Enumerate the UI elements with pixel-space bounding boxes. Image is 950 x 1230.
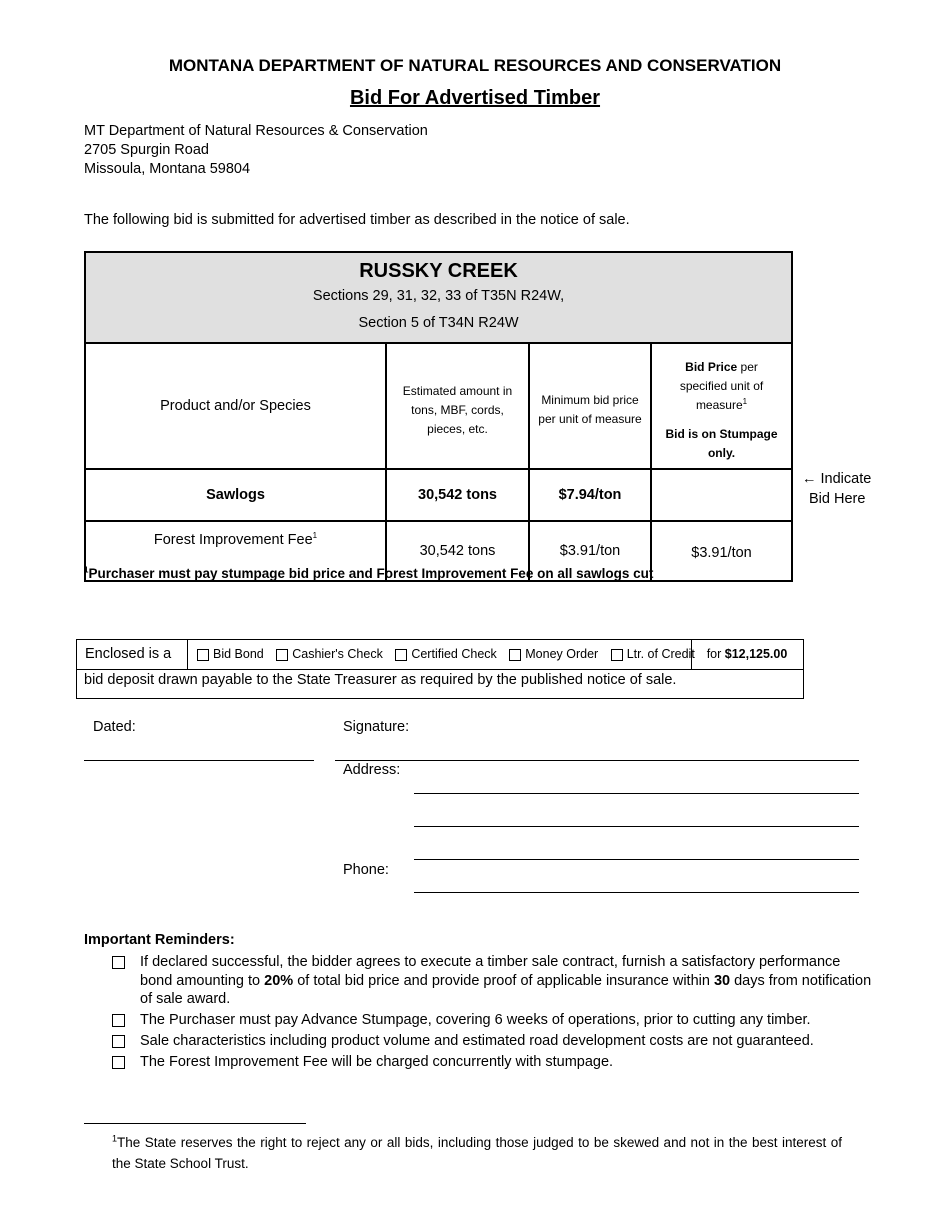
header-minimum: Minimum bid price per unit of measure: [529, 343, 651, 469]
page-footnote: $^1$The State reserves the right to reject any or all bids, including those judged to be skewed and not in the best interest of the State School Trust.: [112, 1133, 842, 1171]
row-bid: $3.91/ton: [651, 521, 792, 581]
reminder-item: Sale characteristics including product volume and estimated road development costs are not guaranteed.: [112, 1032, 872, 1051]
reminder-checkbox[interactable]: [112, 956, 125, 969]
intro-text: The following bid is submitted for advertised timber as described in the notice of sale.: [84, 212, 630, 228]
indicate-bid-note: ← Indicate Bid Here: [802, 471, 872, 507]
dated-label: Dated:: [93, 719, 136, 735]
checkbox[interactable]: [611, 649, 623, 661]
agency-address: [84, 122, 428, 179]
address-field-2[interactable]: [414, 826, 859, 827]
row-minimum: $7.94/ton: [529, 469, 651, 521]
deposit-type-options: [188, 640, 695, 669]
reminder-checkbox[interactable]: [112, 1035, 125, 1048]
checkbox[interactable]: [395, 649, 407, 661]
row-product: Sawlogs: [85, 469, 386, 521]
certified-check-option[interactable]: Certified Check: [395, 640, 496, 669]
row-estimated: 30,542 tons: [386, 469, 529, 521]
header-bid-price: Bid Price per specified unit of measure$^1$ Bid is on Stumpage only.: [651, 343, 792, 469]
deposit-box: [76, 639, 804, 699]
letter-of-credit-option[interactable]: Ltr. of Credit: [611, 640, 695, 669]
money-order-option[interactable]: Money Order: [509, 640, 598, 669]
sale-location-2: Section 5 of T34N R24W: [358, 315, 519, 331]
address-line-2: 2705 Spurgin Road: [84, 142, 209, 158]
agency-title: MONTANA DEPARTMENT OF NATURAL RESOURCES AND CONSERVATION: [168, 56, 782, 75]
bid-table: [84, 251, 793, 582]
address-field-1[interactable]: [414, 793, 859, 794]
sale-name: RUSSKY CREEK: [359, 260, 518, 282]
stumpage-note: Bid is on Stumpage only.: [665, 426, 778, 460]
row-product: Forest Improvement Fee$^1$: [85, 521, 386, 581]
deposit-amount: for $12,125.00: [706, 647, 788, 661]
deposit-text: bid deposit drawn payable to the State Treasurer as required by the published notice of sale.: [84, 672, 677, 688]
address-label: Address:: [343, 762, 401, 778]
table-row: [85, 469, 792, 521]
reminders-title: Important Reminders:: [84, 932, 235, 948]
reminder-item: If declared successful, the bidder agrees to execute a timber sale contract, furnish a satisfactory performance bond amounting to 20% of total bid price and provide proof of applicable insurance within 30 days from notification of sale award.: [112, 953, 872, 1009]
checkbox[interactable]: [509, 649, 521, 661]
dated-field[interactable]: [84, 760, 314, 761]
address-line-3: Missoula, Montana 59804: [84, 161, 251, 177]
header-estimated: Estimated amount in tons, MBF, cords, pieces, etc.: [386, 343, 529, 469]
row-estimated: 30,542 tons: [386, 521, 529, 581]
enclosed-label: Enclosed is a: [77, 640, 188, 669]
signature-label: Signature:: [343, 719, 410, 735]
reminder-checkbox[interactable]: [112, 1056, 125, 1069]
bid-price-label: Bid Price: [685, 359, 738, 374]
reminder-checkbox[interactable]: [112, 1014, 125, 1027]
form-title: Bid For Advertised Timber: [349, 87, 601, 109]
sale-header: [85, 252, 792, 343]
checkbox[interactable]: [276, 649, 288, 661]
phone-field[interactable]: [414, 892, 859, 893]
cashiers-check-option[interactable]: Cashier's Check: [276, 640, 383, 669]
header-product: Product and/or Species: [85, 343, 386, 469]
footnote-divider: [84, 1123, 306, 1124]
table-footnote: $^1$Purchaser must pay stumpage bid price and Forest Improvement Fee on all sawlogs cut: [84, 565, 654, 581]
row-minimum: $3.91/ton: [529, 521, 651, 581]
phone-label: Phone:: [343, 862, 389, 878]
sale-location-1: Sections 29, 31, 32, 33 of T35N R24W,: [312, 288, 565, 304]
address-field-3[interactable]: [414, 859, 859, 860]
bid-bond-option[interactable]: Bid Bond: [197, 640, 264, 669]
reminder-item: The Forest Improvement Fee will be charged concurrently with stumpage.: [112, 1053, 872, 1072]
reminder-item: The Purchaser must pay Advance Stumpage, covering 6 weeks of operations, prior to cutting any timber.: [112, 1011, 872, 1030]
checkbox[interactable]: [197, 649, 209, 661]
sawlogs-bid-field[interactable]: [651, 469, 792, 521]
signature-field[interactable]: [335, 760, 859, 761]
address-line-1: MT Department of Natural Resources & Conservation: [84, 123, 428, 139]
